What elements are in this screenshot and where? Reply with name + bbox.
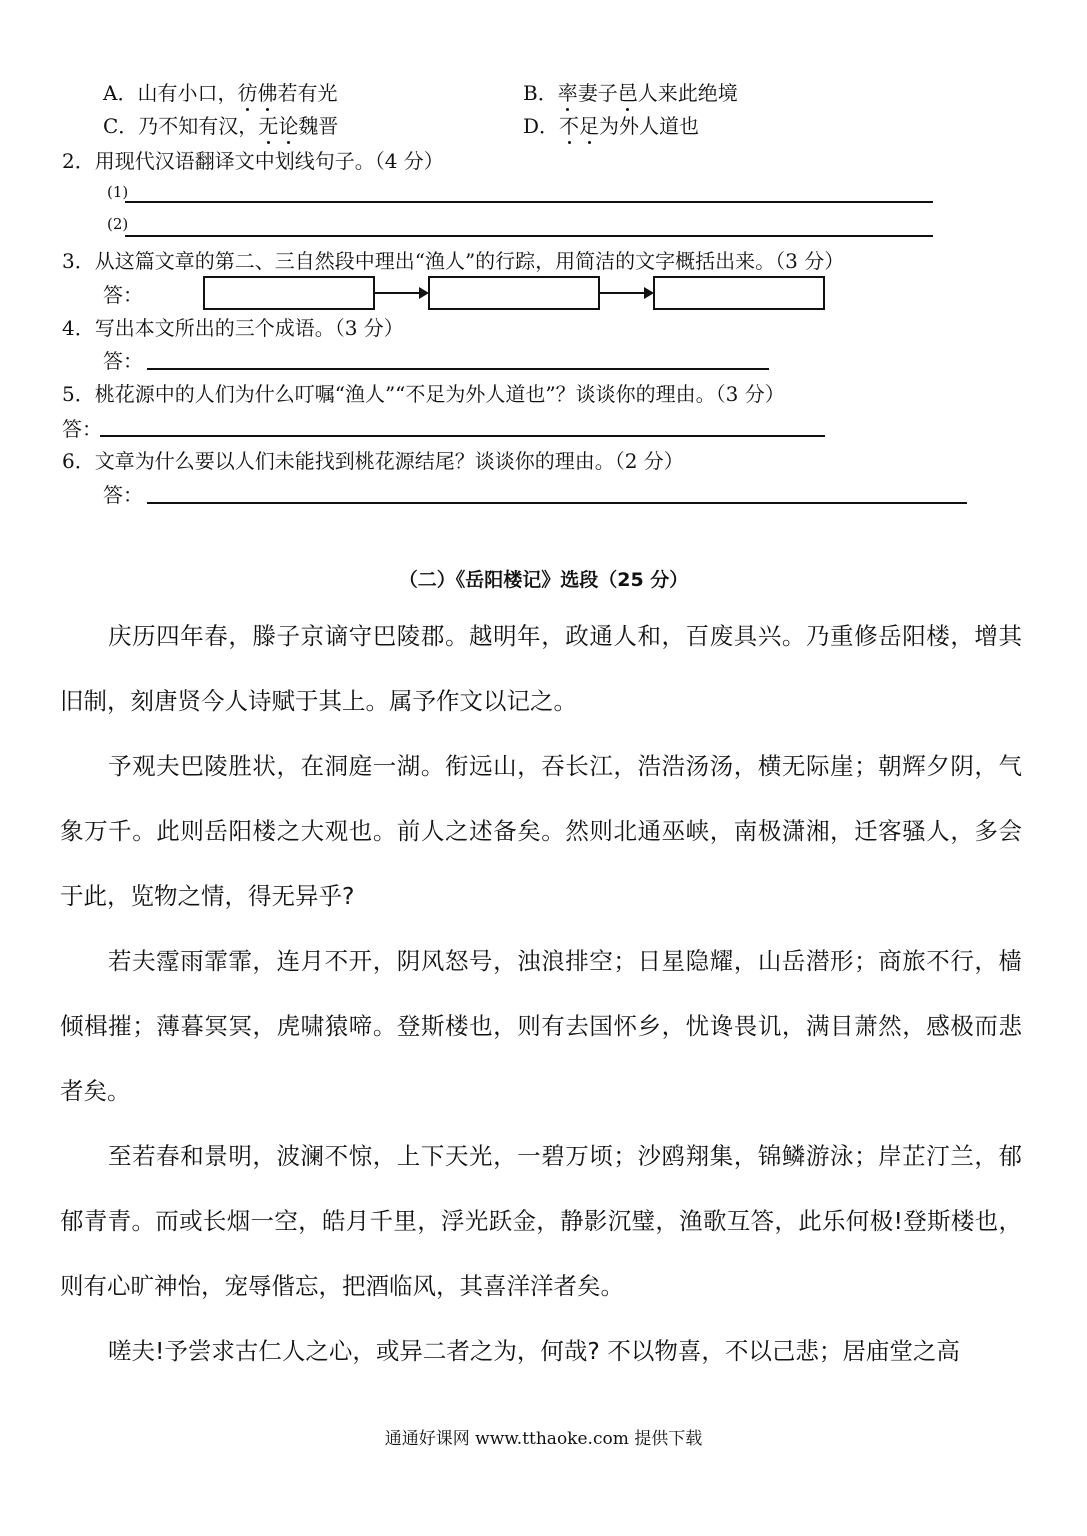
option-c: C．乃不知有汉，无论魏晋 — [103, 114, 339, 138]
question-4: 4．写出本文所出的三个成语。（3 分） — [62, 316, 404, 340]
trace-box-3[interactable] — [653, 276, 825, 310]
question-2: 2．用现代汉语翻译文中划线句子。（4 分） — [62, 149, 444, 173]
option-b: B．率妻子邑人来此绝境 — [523, 81, 738, 105]
answer-line-5[interactable] — [100, 435, 825, 437]
answer-line-6[interactable] — [147, 502, 967, 504]
passage-paragraph-4: 至若春和景明，波澜不惊，上下天光，一碧万顷；沙鸥翔集，锦鳞游泳；岸芷汀兰，郁郁青青。而或长烟一空，皓月千里，浮光跃金，静影沉璧，渔歌互答，此乐何极!登斯楼也，则有心旷神怡，宠辱偕忘，把酒临风，其喜洋洋者矣。 — [60, 1142, 1022, 1300]
question-5: 5．桃花源中的人们为什么叮嘱“渔人”“不足为外人道也”？谈谈你的理由。（3 分） — [62, 382, 785, 406]
question-3: 3．从这篇文章的第二、三自然段中理出“渔人”的行踪，用简洁的文字概括出来。（3 分） — [62, 249, 845, 273]
passage-paragraph-5: 嗟夫!予尝求古仁人之心，或异二者之为，何哉? 不以物喜，不以己悲；居庙堂之高 — [108, 1337, 960, 1365]
passage-paragraph-3: 若夫霪雨霏霏，连月不开，阴风怒号，浊浪排空；日星隐耀，山岳潜形；商旅不行，樯倾楫摧；薄暮冥冥，虎啸猿啼。登斯楼也，则有去国怀乡，忧谗畏讥，满目萧然，感极而悲者矣。 — [60, 947, 1022, 1105]
option-a: A．山有小口，彷佛若有光 — [103, 81, 338, 105]
option-d: D．不足为外人道也 — [523, 114, 700, 138]
question-6: 6．文章为什么要以人们未能找到桃花源结尾？谈谈你的理由。（2 分） — [62, 449, 684, 473]
trace-box-1[interactable] — [203, 276, 375, 310]
answer-label-3: 答： — [103, 283, 143, 307]
footer: 通通好课网 www.tthaoke.com 提供下载 — [384, 1429, 703, 1449]
arrow-1 — [374, 292, 427, 294]
answer-label-4: 答： — [103, 349, 143, 373]
passage-paragraph-1: 庆历四年春，滕子京谪守巴陵郡。越明年，政通人和，百废具兴。乃重修岳阳楼，增其旧制，刻唐贤今人诗赋于其上。属予作文以记之。 — [60, 622, 1022, 715]
answer-line-2-1[interactable] — [125, 201, 933, 203]
answer-line-2-2[interactable] — [125, 235, 933, 237]
sub-label-1: (1) — [107, 183, 129, 201]
section-title: （二）《岳阳楼记》选段（25 分） — [398, 569, 689, 591]
passage-paragraph-2: 予观夫巴陵胜状，在洞庭一湖。衔远山，吞长江，浩浩汤汤，横无际崖；朝辉夕阴，气象万千。此则岳阳楼之大观也。前人之述备矣。然则北通巫峡，南极潇湘，迁客骚人，多会于此，览物之情，得无异乎? — [60, 752, 1022, 910]
answer-line-4[interactable] — [147, 368, 769, 370]
answer-label-6: 答： — [103, 483, 143, 507]
sub-label-2: (2) — [107, 215, 129, 233]
trace-box-2[interactable] — [428, 276, 600, 310]
answer-label-5: 答： — [62, 417, 102, 441]
arrow-2 — [599, 292, 652, 294]
